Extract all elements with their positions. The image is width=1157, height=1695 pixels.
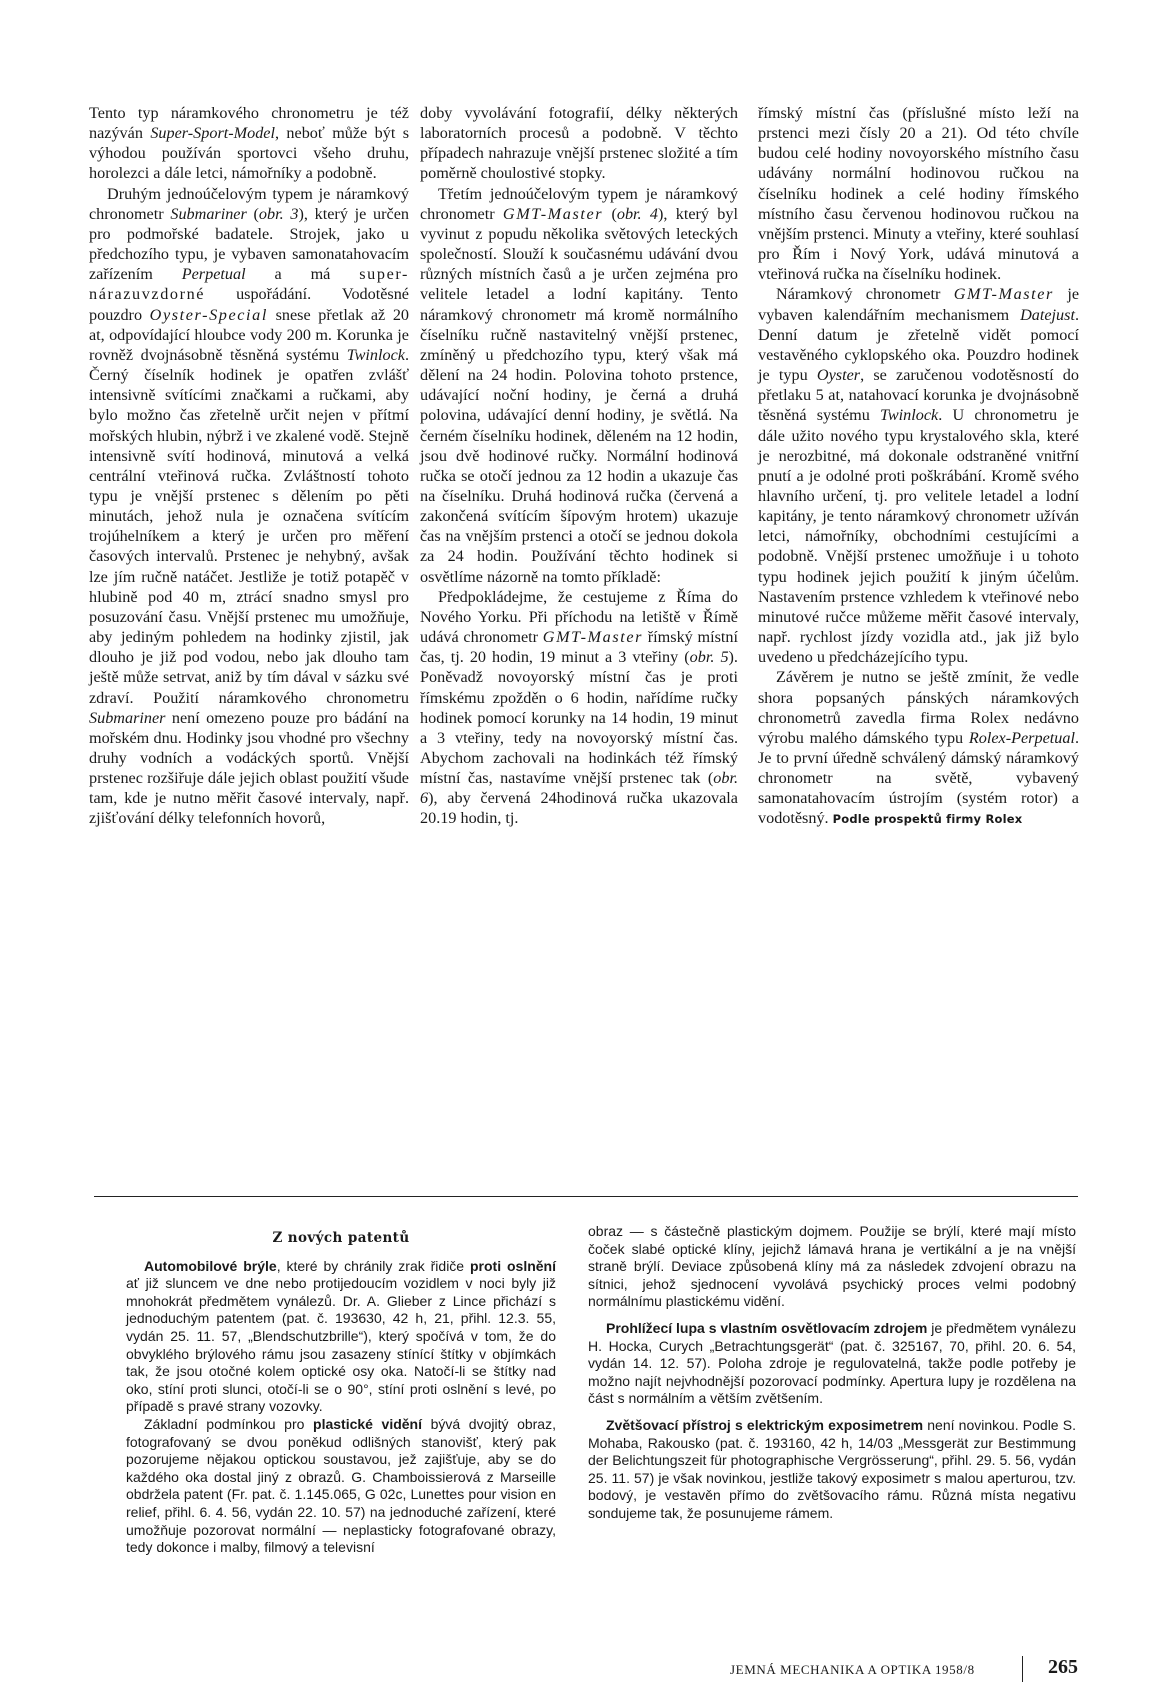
text-run: je vybaven kalendářním mechanismem — [758, 285, 1079, 324]
text-run: je předmětem vynálezu H. Hocka, Curych „Betrachtungsgerät“ (pat. č. 325167, 70, přihl. 20. 6. 54, vydán 14. 12. 57). Poloha zdroje je regulovatelná, takže podle potřeby je možno najít nejvhodnější pozorovací podmínky. Apertura lupy je rozdělena na část s normálním a větším zvětšením. — [588, 1319, 1076, 1407]
text-run: Závěrem je nutno se ještě zmínit, že vedle shora popsaných pánských náramkových chronometrů zavedla firma Rolex nedávno výrobu malého dámského typu — [758, 668, 1079, 747]
text-run: ( — [603, 204, 617, 223]
text-run: Tento typ náramkového chronometru je též nazýván — [89, 104, 409, 143]
text-run: Náramkový chronometr — [776, 285, 954, 304]
italic-term: Rolex-Perpetual — [968, 728, 1075, 747]
italic-term: Submariner — [170, 204, 247, 223]
bold-term: Prohlížecí lupa s vlastním osvětlovacím zdrojem — [606, 1319, 928, 1336]
journal-title: JEMNÁ MECHANIKA A OPTIKA 1958/8 — [730, 1662, 975, 1677]
text-run: ( — [246, 204, 259, 223]
text-run: Předpokládejme, že cestujeme z Říma do Nového Yorku. Při příchodu na letiště v Římě udává chronometr — [420, 587, 738, 647]
italic-term: Twinlock — [880, 406, 939, 425]
text-run: a má — [245, 265, 360, 284]
patents-heading: Z nových patentů — [272, 1230, 410, 1246]
paragraph — [420, 587, 738, 829]
patents-column-2 — [588, 1223, 1076, 1523]
paragraph — [420, 103, 738, 184]
text-run: ), aby červená 24hodinová ručka ukazovala 20.19 hodin, tj. — [420, 789, 738, 828]
text-run: uspořádání. Vodotěsné pouzdro — [89, 285, 409, 324]
text-run: . Je to první úředně schválený dámský náramkový chronometr na světě, vybavený samonatahovacím ústrojím (systém rotor) a vodotěsný. — [758, 728, 1079, 828]
text-run: ať již sluncem ve dne nebo protijedoucím vozidlem v noci byly již mnohokrát předmětem vynálezů. Dr. A. Glieber z Lince přichází s jednoduchým patentem (pat. č. 193630, 42 h, 21, přihl. 12.3. 55, vydán 25. 11. 57, „Blendschutzbrille“), který spočívá v tom, že do obvyklého brýlového rámu jsou zasazeny stínící štítky v objímkách tak, že jsou otočné kolem optické osy oka. Natočí-li se štítky nad oko, stíní proti slunci, otočí-li se o 90°, stíní proti oslnění s levé, po případě s pravé strany vozovky. — [126, 1275, 556, 1415]
text-run: římský místní čas (příslušné místo leží na prstenci mezi čísly 20 a 21). Od této chvíle budou celé hodiny novoyorského místního času udávány normální hodinovou ručkou na číselníku hodinek a celé hodiny římského místního času červenou hodinovou ručkou na vnějším prstenci. Minuty a vteřiny, které souhlasí pro Řím i Nový York, udává minutová a vteřinová ručka na číselníku hodinek. — [758, 104, 1079, 284]
italic-term: obr. 4 — [616, 204, 658, 223]
paragraph — [588, 1320, 1076, 1408]
paragraph — [126, 1258, 556, 1416]
italic-term: GMT-Master — [502, 204, 604, 223]
paragraph — [89, 103, 409, 184]
text-run: . U chronometru je dále užito nového typu krystalového skla, které je nerozbitné, má dokonale odstraněné vnitřní pnutí a je odolné proti poškrábání. Kromě svého hlavního určení, tj. pro velitele letadel a lodní kapitány, je tento náramkový chronometr užíván letci, námořníky, obchodními cestujícími a podobně. Vnější prstenec umožňuje i u tohoto typu hodinek jejich použití k jiným účelům. Nastavením prstence vzhledem k vteřinové nebo minutové ručce můžeme měřit časové intervaly, např. rychlost jízdy vozidla atd., jak již bylo uvedeno u předcházejícího typu. — [758, 406, 1079, 667]
paragraph — [126, 1416, 556, 1557]
italic-term: Super-Sport-Model — [150, 124, 275, 143]
bold-term: plastické vidění — [313, 1415, 422, 1432]
italic-term: Twinlock — [346, 345, 405, 364]
italic-term: Oyster — [816, 366, 861, 385]
source-note: Podle prospektů firmy Rolex — [832, 812, 1023, 827]
paragraph — [758, 667, 1079, 829]
paragraph — [758, 284, 1079, 667]
text-run: , neboť může být s výhodou používán sportovci všeho druhu, horolezci a dále letci, námořníky a podobně. — [89, 124, 410, 183]
text-run: bývá dvojitý obraz, fotografovaný se dvou poněkud odlišných stanovišť, který pak pozorujeme nějakou optickou soustavou, jež zajišťuje, aby se do každého oka dostal jiný z obrazů. G. Chamboissierová z Marseille obdržela patent (Fr. pat. č. 1.145.065, G 02c, Lunettes pour vision en relief, přihl. 6. 4. 56, vydán 22. 10. 57) na jednoduché zařízení, které umožňuje pozorovat normální — neplasticky fotografované obrazy, tedy dokonce i malby, filmový a televisní — [126, 1415, 556, 1556]
footer-separator — [1022, 1656, 1023, 1682]
paragraph — [588, 1417, 1076, 1523]
text-run: . Denní datum je zřetelně vidět pomocí vestavěného cyklopského oka. Pouzdro hodinek je typu — [758, 305, 1079, 385]
patents-column-1 — [126, 1230, 556, 1557]
paragraph — [420, 184, 738, 587]
italic-term: Perpetual — [181, 265, 246, 284]
italic-term: obr. 3 — [258, 204, 299, 223]
italic-term: obr. 5 — [689, 648, 729, 667]
text-run: , se zaručenou vodotěsností do přetlaku 5 at, natahovací korunka je dvojnásobně těsněná systému — [758, 366, 1079, 425]
text-run: Druhým jednoúčelovým typem je náramkový chronometr — [89, 184, 409, 223]
page-number: 265 — [1048, 1656, 1078, 1678]
section-divider — [94, 1196, 1078, 1197]
patents-column-1-body — [126, 1258, 556, 1557]
article-column-1 — [89, 103, 409, 829]
text-run: doby vyvolávání fotografií, délky některých laboratorních procesů a podobně. V těchto případech nahrazuje vnější prstenec složité a tím poměrně choulostivé stopky. — [420, 104, 738, 183]
text-run: ), který byl vyvinut z popudu několika světových leteckých společností. Slouží k současnému udávání dvou různých místních časů a je určen zejména pro velitele letadel a lodní kapitány. Tento náramkový chronometr má kromě normálního číselníku ručně nastavitelný vnější prstenec, zmíněný u předchozího typu, který však má dělení na 24 hodin. Polovina tohoto prstence, udávající noční hodiny, je černá a druhá polovina, udávající denní hodiny, je světlá. Na černém číselníku hodinek, děleném na 12 hodin, jsou dvě hodinové ručky. Normální hodinová ručka se otočí jednou za 12 hodin a ukazuje čas na číselníku. Druhá hodinová ručka (červená a zakončená svítícím šípovým hrotem) ukazuje čas na vnějším prstenci a otočí se jednou dokola za 24 hodin. Používání těchto hodinek si osvětlíme názorně na tomto příkladě: — [420, 204, 738, 586]
italic-term: Datejust — [1020, 305, 1075, 324]
text-run: snese přetlak až 20 at, odpovídající hloubce vody 200 m. Korunka je rovněž dvojnásobně těsněná systému — [89, 305, 410, 364]
text-run: není omezeno pouze pro bádání na mořském dnu. Hodinky jsou vhodné pro všechny druhy vodních a vodáckých sportů. Vnější prstenec rozšiřuje dále jejich oblast použití všude tam, kde je nutno měřit časové intervaly, např. zjišťování délky telefonních hovorů, — [89, 708, 409, 828]
bold-term: proti oslnění — [469, 1257, 556, 1274]
italic-term: GMT-Master — [953, 285, 1054, 304]
italic-term: GMT-Master — [542, 628, 644, 647]
text-run: ). Poněvadž novoyorský místní čas je proti římskému zpožděn o 6 hodin, nařídíme ručky hodinek pomocí korunky na 14 hodin, 19 minut a 3 vteřiny, tedy na novoyorský místní čas. Abychom zachovali na hodinkách též římský místní čas, nastavíme vnější prstenec tak ( — [420, 648, 738, 788]
text-run: obraz — s částečně plastickým dojmem. Použije se brýlí, které mají místo čoček slabé optické klíny, jejichž lámavá hrana je vertikální a je na vnější straně brýlí. Deviace způsobená klíny má za následek zdvojení obrazu na sítnici, jehož sjednocení vyvolává psychický proces velmi podobný normálnímu plastickému vidění. — [588, 1223, 1076, 1310]
paragraph — [758, 103, 1079, 284]
text-run: Třetím jednoúčelovým typem je náramkový chronometr — [420, 184, 738, 223]
text-run: , které by chránily zrak řidiče — [276, 1257, 470, 1274]
italic-term: Submariner — [89, 708, 166, 727]
article-column-2 — [420, 103, 738, 829]
article-column-3 — [758, 103, 1079, 830]
text-run: Základní podmínkou pro — [144, 1415, 314, 1432]
paragraph — [588, 1223, 1076, 1311]
spaced-term: super-nárazuvzdorné — [89, 265, 410, 304]
text-run: ), který je určen pro podmořské badatele. Strojek, jako u předchozího typu, je vybaven samonatahovacím zařízením — [89, 204, 409, 284]
italic-term: obr. 6 — [420, 769, 738, 808]
text-run: . Černý číselník hodinek je opatřen zvlášť intensivně svítícími značkami a ručkami, aby bylo možno čas zřetelně určit nejen v přítmí mořských hlubin, nýbrž i ve zkalené vodě. Stejně intensivně svítí hodinová, minutová a velká centrální vteřinová ručka. Zvláštností tohoto typu je vnější prstenec s dělením po pěti minutách, jehož nula je označena svítícím trojúhelníkem a který je určen pro měření časových intervalů. Prstenec je nehybný, avšak lze jím ručně natáčet. Jestliže je totiž potapěč v hlubině pod 40 m, ztrácí snadno smysl pro posuzování času. Vnější prstenec mu umožňuje, aby jediným pohledem na hodinky zjistil, jak dlouho je již pod vodou, nebo jak dlouho tam ještě může setrvat, aniž by tím dával v sázku své zdraví. Použití náramkového chronometru — [89, 345, 409, 707]
bold-term: Automobilové brýle — [144, 1257, 277, 1274]
text-run: není novinkou. Podle S. Mohaba, Rakousko (pat. č. 193160, 42 h, 14/03 „Messgerät zur Bestimmung der Belichtungszeit für photographische Vergrösserung“, přihl. 29. 5. 56, vydán 25. 11. 57) je však novinkou, jestliže takový exposimetr s malou aperturou, tzv. bodový, je vestavěn přímo do zvětšovacího rámu. Různá místa negativu sondujeme tak, že posunujeme rámem. — [588, 1416, 1076, 1521]
text-run: římský místní čas, tj. 20 hodin, 19 minut a 3 vteřiny ( — [420, 628, 738, 667]
bold-term: Zvětšovací přístroj s elektrickým exposimetrem — [606, 1416, 924, 1433]
paragraph — [89, 184, 409, 829]
italic-term: Oyster-Special — [149, 305, 268, 324]
page-footer — [730, 1656, 1078, 1682]
